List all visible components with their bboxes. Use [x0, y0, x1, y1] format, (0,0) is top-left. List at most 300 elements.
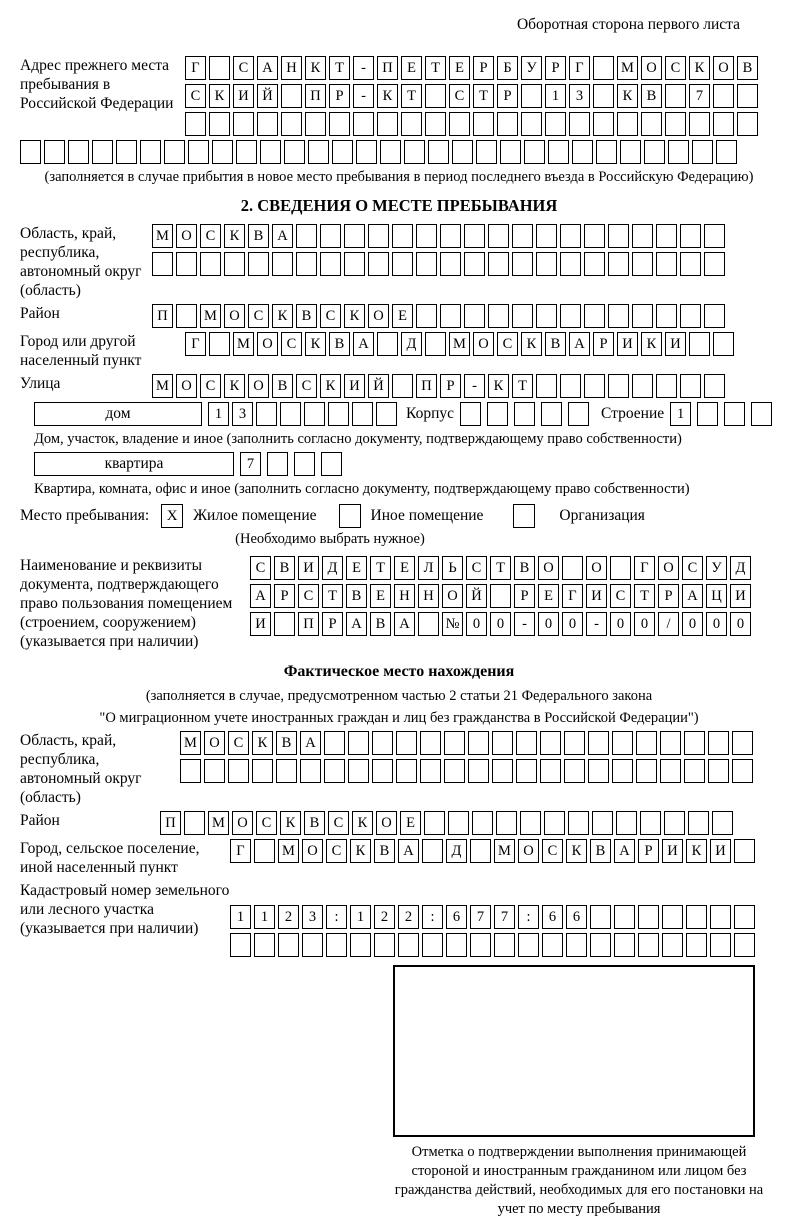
char-cell [592, 811, 613, 835]
char-cell [494, 933, 515, 957]
char-cell [713, 84, 734, 108]
char-cell [636, 731, 657, 755]
char-cell [590, 905, 611, 929]
char-cell [590, 933, 611, 957]
char-cell [281, 84, 302, 108]
char-cell [548, 140, 569, 164]
char-cell: О [257, 332, 278, 356]
prev-address-grid-row-3 [185, 112, 761, 136]
char-cell [392, 374, 413, 398]
char-cell: О [658, 556, 679, 580]
char-cell [680, 374, 701, 398]
char-cell: 1 [230, 905, 251, 929]
char-cell [440, 304, 461, 328]
char-cell: М [152, 374, 173, 398]
char-cell [540, 731, 561, 755]
char-cell [680, 252, 701, 276]
char-cell [536, 224, 557, 248]
char-cell [662, 933, 683, 957]
char-cell [230, 933, 251, 957]
char-cell [248, 252, 269, 276]
char-cell [536, 374, 557, 398]
char-cell: К [280, 811, 301, 835]
char-cell: С [466, 556, 487, 580]
char-cell [404, 140, 425, 164]
char-cell [374, 933, 395, 957]
char-cell: М [208, 811, 229, 835]
char-cell [488, 304, 509, 328]
char-cell: 0 [562, 612, 583, 636]
char-cell [401, 112, 422, 136]
korpus-label: Корпус [406, 405, 454, 422]
char-cell [350, 933, 371, 957]
char-cell: П [298, 612, 319, 636]
char-cell: О [248, 374, 269, 398]
char-cell [470, 839, 491, 863]
char-cell: 2 [398, 905, 419, 929]
char-cell [352, 402, 373, 426]
char-cell: К [344, 304, 365, 328]
char-cell [560, 252, 581, 276]
char-cell [487, 402, 508, 426]
prev-address-block [20, 56, 778, 136]
char-cell: Е [394, 556, 415, 580]
char-cell [416, 224, 437, 248]
char-cell: С [497, 332, 518, 356]
char-cell: П [160, 811, 181, 835]
char-cell: 7 [689, 84, 710, 108]
char-cell [425, 84, 446, 108]
char-cell [584, 374, 605, 398]
char-cell [516, 759, 537, 783]
char-cell: С [320, 304, 341, 328]
char-cell [372, 731, 393, 755]
section2-title: 2. СВЕДЕНИЯ О МЕСТЕ ПРЕБЫВАНИЯ [240, 196, 558, 215]
char-cell [564, 759, 585, 783]
char-cell [544, 811, 565, 835]
char-cell: Р [329, 84, 350, 108]
char-cell [304, 402, 325, 426]
char-cell: В [276, 731, 297, 755]
char-cell [116, 140, 137, 164]
char-cell [665, 84, 686, 108]
char-cell [593, 84, 614, 108]
char-cell [468, 731, 489, 755]
char-cell: О [176, 374, 197, 398]
actual-city-label: Город, сельское поселение, иной населенный пункт [20, 840, 200, 876]
actual-city-grid [230, 839, 758, 863]
prev-address-note: (заполняется в случае прибытия в новое место пребывания в период последнего въезда в Российскую Федерацию) [44, 169, 754, 185]
char-cell [521, 84, 542, 108]
char-cell [278, 933, 299, 957]
char-cell [284, 140, 305, 164]
char-cell: А [272, 224, 293, 248]
char-cell: 2 [374, 905, 395, 929]
char-cell: А [394, 612, 415, 636]
char-cell [452, 140, 473, 164]
char-cell: К [305, 56, 326, 80]
char-cell [708, 759, 729, 783]
char-cell [656, 374, 677, 398]
char-cell [472, 811, 493, 835]
char-cell: М [494, 839, 515, 863]
char-cell: 0 [730, 612, 751, 636]
korpus-grid [460, 402, 595, 426]
char-cell [569, 112, 590, 136]
document-grid-row-3 [250, 612, 754, 636]
char-cell [305, 112, 326, 136]
char-cell [692, 140, 713, 164]
cadastral-block [20, 881, 778, 957]
char-cell [274, 612, 295, 636]
char-cell [209, 56, 230, 80]
char-cell [296, 224, 317, 248]
char-cell: И [665, 332, 686, 356]
actual-district-grid [160, 811, 736, 835]
char-cell [368, 252, 389, 276]
char-cell [320, 252, 341, 276]
char-cell: - [464, 374, 485, 398]
stay-type-option-organization-label: Организация [559, 507, 645, 524]
char-cell [588, 759, 609, 783]
char-cell: П [416, 374, 437, 398]
actual-location-title: Фактическое место нахождения [283, 663, 515, 680]
char-cell [686, 933, 707, 957]
char-cell [636, 759, 657, 783]
char-cell: К [252, 731, 273, 755]
char-cell: С [610, 584, 631, 608]
actual-location-subtitle-2: "О миграционном учете иностранных граждан и лиц без гражданства в Российской Федерации") [99, 710, 699, 726]
char-cell [353, 112, 374, 136]
char-cell: Г [569, 56, 590, 80]
char-cell: К [320, 374, 341, 398]
char-cell: Т [322, 584, 343, 608]
char-cell: Й [257, 84, 278, 108]
char-cell: У [521, 56, 542, 80]
char-cell: И [250, 612, 271, 636]
char-cell: С [298, 584, 319, 608]
char-cell [294, 452, 315, 476]
char-cell [276, 759, 297, 783]
char-cell [521, 112, 542, 136]
char-cell: С [248, 304, 269, 328]
char-cell: Г [562, 584, 583, 608]
char-cell: И [662, 839, 683, 863]
char-cell [662, 905, 683, 929]
char-cell [540, 759, 561, 783]
char-cell: М [449, 332, 470, 356]
char-cell [751, 402, 772, 426]
street-grid [152, 374, 728, 398]
char-cell: Р [497, 84, 518, 108]
char-cell [704, 252, 725, 276]
apartment-block [34, 452, 778, 476]
char-cell: 6 [446, 905, 467, 929]
char-cell: А [257, 56, 278, 80]
district-block [20, 304, 778, 328]
char-cell [324, 731, 345, 755]
char-cell [568, 402, 589, 426]
char-cell [640, 811, 661, 835]
char-cell [272, 252, 293, 276]
char-cell [396, 731, 417, 755]
char-cell: С [542, 839, 563, 863]
char-cell [610, 556, 631, 580]
char-cell: В [346, 584, 367, 608]
char-cell [608, 224, 629, 248]
prev-address-grid-row-1 [185, 56, 761, 80]
char-cell [488, 252, 509, 276]
char-cell [416, 252, 437, 276]
char-cell: / [658, 612, 679, 636]
char-cell [356, 140, 377, 164]
char-cell: 0 [490, 612, 511, 636]
char-cell [644, 140, 665, 164]
house-grid [208, 402, 400, 426]
char-cell: 3 [302, 905, 323, 929]
char-cell: В [248, 224, 269, 248]
char-cell: О [538, 556, 559, 580]
char-cell [680, 304, 701, 328]
region-grid-row-2 [152, 252, 728, 276]
char-cell [632, 252, 653, 276]
char-cell: С [250, 556, 271, 580]
char-cell [176, 304, 197, 328]
char-cell [392, 224, 413, 248]
char-cell: А [353, 332, 374, 356]
street-label: Улица [20, 375, 61, 392]
char-cell [518, 933, 539, 957]
char-cell: М [617, 56, 638, 80]
char-cell: М [152, 224, 173, 248]
char-cell: И [617, 332, 638, 356]
char-cell [660, 731, 681, 755]
char-cell [420, 731, 441, 755]
char-cell: Й [368, 374, 389, 398]
char-cell [612, 731, 633, 755]
char-cell: В [296, 304, 317, 328]
char-cell: К [377, 84, 398, 108]
char-cell [444, 731, 465, 755]
char-cell [536, 304, 557, 328]
char-cell [612, 759, 633, 783]
char-cell [444, 759, 465, 783]
house-note: Дом, участок, владение и иное (заполнить согласно документу, подтверждающему право собственности) [34, 431, 682, 447]
char-cell: Т [370, 556, 391, 580]
char-cell: И [730, 584, 751, 608]
document-block [20, 556, 778, 651]
char-cell: М [200, 304, 221, 328]
char-cell [724, 402, 745, 426]
char-cell: 0 [634, 612, 655, 636]
char-cell: 6 [566, 905, 587, 929]
char-cell: В [370, 612, 391, 636]
char-cell [512, 304, 533, 328]
char-cell: А [346, 612, 367, 636]
char-cell [368, 224, 389, 248]
char-cell [616, 811, 637, 835]
stay-type-note: (Необходимо выбрать нужное) [235, 531, 425, 547]
char-cell [656, 252, 677, 276]
stay-type-checkbox-other [339, 504, 361, 528]
char-cell [308, 140, 329, 164]
char-cell [588, 731, 609, 755]
char-cell: Р [514, 584, 535, 608]
actual-region-grid-row-1 [180, 731, 756, 755]
char-cell: В [545, 332, 566, 356]
char-cell: Т [512, 374, 533, 398]
char-cell: Р [658, 584, 679, 608]
char-cell [560, 374, 581, 398]
char-cell [92, 140, 113, 164]
actual-region-grid-row-2 [180, 759, 756, 783]
char-cell: О [518, 839, 539, 863]
char-cell: К [350, 839, 371, 863]
char-cell [252, 759, 273, 783]
char-cell [260, 140, 281, 164]
char-cell: 2 [278, 905, 299, 929]
prev-address-label: Адрес прежнего места пребывания в Российской Федерации [20, 57, 174, 112]
char-cell [641, 112, 662, 136]
char-cell: К [689, 56, 710, 80]
char-cell [418, 612, 439, 636]
char-cell: Ь [442, 556, 463, 580]
house-block [34, 402, 778, 426]
stay-type-option-residential-label: Жилое помещение [193, 507, 317, 524]
char-cell: Д [322, 556, 343, 580]
char-cell [492, 731, 513, 755]
char-cell [300, 759, 321, 783]
char-cell [614, 933, 635, 957]
char-cell [473, 112, 494, 136]
char-cell: К [209, 84, 230, 108]
char-cell [704, 224, 725, 248]
actual-district-label: Район [20, 812, 60, 829]
char-cell: С [200, 224, 221, 248]
char-cell [236, 140, 257, 164]
char-cell [326, 933, 347, 957]
char-cell [632, 224, 653, 248]
char-cell: С [449, 84, 470, 108]
char-cell [398, 933, 419, 957]
char-cell: П [377, 56, 398, 80]
char-cell [617, 112, 638, 136]
char-cell [668, 140, 689, 164]
actual-city-block [20, 839, 778, 877]
char-cell: Р [274, 584, 295, 608]
char-cell [564, 731, 585, 755]
char-cell: 1 [350, 905, 371, 929]
stroenie-label: Строение [601, 405, 665, 422]
char-cell: : [326, 905, 347, 929]
char-cell [376, 402, 397, 426]
char-cell [440, 252, 461, 276]
char-cell: Т [329, 56, 350, 80]
char-cell [348, 759, 369, 783]
char-cell [710, 933, 731, 957]
char-cell: Д [401, 332, 422, 356]
city-block [20, 332, 778, 370]
char-cell: И [344, 374, 365, 398]
prev-address-grid-row-4 [20, 140, 778, 164]
char-cell: 7 [240, 452, 261, 476]
char-cell [638, 933, 659, 957]
char-cell [257, 112, 278, 136]
stay-type-option-other-label: Иное помещение [370, 507, 484, 524]
char-cell: Н [394, 584, 415, 608]
char-cell [562, 556, 583, 580]
char-cell [348, 731, 369, 755]
char-cell [372, 759, 393, 783]
char-cell: К [272, 304, 293, 328]
char-cell [329, 112, 350, 136]
char-cell [545, 112, 566, 136]
char-cell: И [233, 84, 254, 108]
char-cell: 1 [670, 402, 691, 426]
char-cell [632, 304, 653, 328]
char-cell: - [353, 84, 374, 108]
char-cell [488, 224, 509, 248]
char-cell [542, 933, 563, 957]
char-cell: Г [230, 839, 251, 863]
char-cell [713, 112, 734, 136]
char-cell [448, 811, 469, 835]
char-cell [716, 140, 737, 164]
char-cell [468, 759, 489, 783]
char-cell: А [398, 839, 419, 863]
char-cell: Г [634, 556, 655, 580]
char-cell: А [300, 731, 321, 755]
char-cell [560, 304, 581, 328]
char-cell [280, 402, 301, 426]
char-cell [496, 811, 517, 835]
char-cell [422, 839, 443, 863]
char-cell [737, 112, 758, 136]
apartment-grid [240, 452, 348, 476]
char-cell: 1 [254, 905, 275, 929]
char-cell [656, 304, 677, 328]
city-grid [185, 332, 737, 356]
char-cell [734, 839, 755, 863]
char-cell [566, 933, 587, 957]
char-cell [328, 402, 349, 426]
char-cell: Р [638, 839, 659, 863]
stroenie-grid [670, 402, 778, 426]
char-cell: В [304, 811, 325, 835]
char-cell: С [228, 731, 249, 755]
char-cell [460, 402, 481, 426]
street-block [20, 374, 778, 398]
char-cell [396, 759, 417, 783]
char-cell [332, 140, 353, 164]
char-cell: В [374, 839, 395, 863]
char-cell [638, 905, 659, 929]
char-cell: К [305, 332, 326, 356]
cadastral-grid-row-1 [230, 905, 758, 929]
char-cell [324, 759, 345, 783]
char-cell [608, 374, 629, 398]
char-cell: С [326, 839, 347, 863]
char-cell: Г [185, 56, 206, 80]
char-cell [68, 140, 89, 164]
stamp-note: Отметка о подтверждении выполнения принимающей стороной и иностранным гражданином или лицом без гражданства действий, необходимых для его постановки на учет по месту пребывания [394, 1144, 764, 1217]
char-cell [200, 252, 221, 276]
char-cell: О [368, 304, 389, 328]
char-cell [560, 224, 581, 248]
char-cell [416, 304, 437, 328]
char-cell: О [442, 584, 463, 608]
district-label: Район [20, 305, 60, 322]
